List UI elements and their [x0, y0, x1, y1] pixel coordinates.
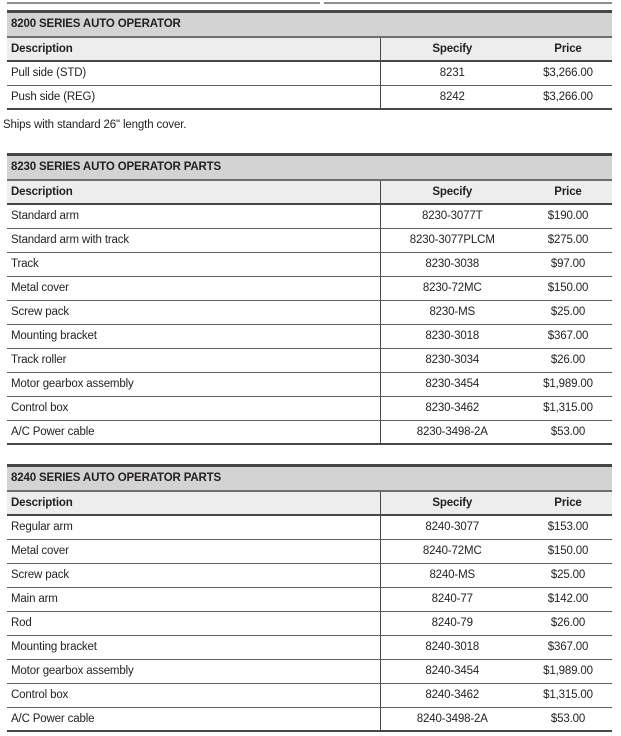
specify-cell: 8230-3462 — [380, 396, 524, 420]
price-table-grid — [7, 492, 612, 730]
specify-cell: 8240-MS — [380, 563, 524, 587]
specify-cell: 8240-77 — [380, 587, 524, 611]
price-cell: $25.00 — [524, 300, 612, 324]
specify-cell: 8240-3462 — [380, 683, 524, 707]
description-cell: A/C Power cable — [7, 420, 380, 443]
spacer — [7, 445, 612, 464]
description-cell: Push side (REG) — [7, 85, 380, 108]
description-cell: Control box — [7, 683, 380, 707]
description-cell: Metal cover — [7, 276, 380, 300]
price-cell: $367.00 — [524, 324, 612, 348]
price-cell: $1,315.00 — [524, 396, 612, 420]
table-row — [7, 515, 612, 539]
table-title: 8230 SERIES AUTO OPERATOR PARTS — [7, 156, 612, 181]
column-header-price: Price — [524, 38, 612, 61]
specify-cell: 8240-3077 — [380, 515, 524, 539]
price-cell: $1,989.00 — [524, 372, 612, 396]
column-header-specify: Specify — [380, 181, 524, 204]
price-cell: $26.00 — [524, 348, 612, 372]
table-row — [7, 587, 612, 611]
table-row — [7, 252, 612, 276]
price-cell: $1,989.00 — [524, 659, 612, 683]
description-cell: Standard arm — [7, 204, 380, 228]
table-8240-series-auto-operator-parts — [7, 464, 612, 732]
description-cell: Main arm — [7, 587, 380, 611]
table-row — [7, 683, 612, 707]
spacer — [7, 132, 612, 153]
specify-cell: 8230-3034 — [380, 348, 524, 372]
column-header-description: Description — [7, 38, 380, 61]
table-8230-series-auto-operator-parts — [7, 153, 612, 445]
price-cell: $3,266.00 — [524, 61, 612, 85]
specify-cell: 8242 — [380, 85, 524, 108]
specify-cell: 8230-3018 — [380, 324, 524, 348]
price-cell: $53.00 — [524, 707, 612, 730]
price-table-grid — [7, 181, 612, 443]
price-cell: $190.00 — [524, 204, 612, 228]
column-header-specify: Specify — [380, 38, 524, 61]
column-header-description: Description — [7, 181, 380, 204]
price-cell: $3,266.00 — [524, 85, 612, 108]
specify-cell: 8240-79 — [380, 611, 524, 635]
table-row — [7, 85, 612, 108]
specify-cell: 8230-3077T — [380, 204, 524, 228]
price-cell: $150.00 — [524, 539, 612, 563]
table-row — [7, 539, 612, 563]
price-cell: $97.00 — [524, 252, 612, 276]
table-row — [7, 659, 612, 683]
description-cell: Screw pack — [7, 300, 380, 324]
table-row — [7, 611, 612, 635]
table-row — [7, 396, 612, 420]
table-row — [7, 563, 612, 587]
table-row — [7, 61, 612, 85]
description-cell: Metal cover — [7, 539, 380, 563]
description-cell: Track roller — [7, 348, 380, 372]
description-cell: Mounting bracket — [7, 635, 380, 659]
description-cell: A/C Power cable — [7, 707, 380, 730]
price-cell: $1,315.00 — [524, 683, 612, 707]
column-header-row — [7, 181, 612, 204]
specify-cell: 8240-3018 — [380, 635, 524, 659]
column-header-price: Price — [524, 181, 612, 204]
column-header-description: Description — [7, 492, 380, 515]
price-cell: $153.00 — [524, 515, 612, 539]
specify-cell: 8230-MS — [380, 300, 524, 324]
specify-cell: 8240-3498-2A — [380, 707, 524, 730]
price-cell: $26.00 — [524, 611, 612, 635]
specify-cell: 8230-3038 — [380, 252, 524, 276]
price-table-grid — [7, 38, 612, 108]
description-cell: Track — [7, 252, 380, 276]
price-cell: $53.00 — [524, 420, 612, 443]
table-row — [7, 300, 612, 324]
description-cell: Screw pack — [7, 563, 380, 587]
table-title: 8240 SERIES AUTO OPERATOR PARTS — [7, 467, 612, 492]
specify-cell: 8230-3498-2A — [380, 420, 524, 443]
description-cell: Regular arm — [7, 515, 380, 539]
specify-cell: 8231 — [380, 61, 524, 85]
column-header-row — [7, 38, 612, 61]
table-row — [7, 372, 612, 396]
table-row — [7, 420, 612, 443]
specify-cell: 8230-3454 — [380, 372, 524, 396]
table-row — [7, 324, 612, 348]
table-row — [7, 635, 612, 659]
specify-cell: 8240-72MC — [380, 539, 524, 563]
table-row — [7, 228, 612, 252]
price-cell: $150.00 — [524, 276, 612, 300]
column-header-row — [7, 492, 612, 515]
description-cell: Motor gearbox assembly — [7, 372, 380, 396]
description-cell: Standard arm with track — [7, 228, 380, 252]
specify-cell: 8230-3077PLCM — [380, 228, 524, 252]
table-row — [7, 348, 612, 372]
table-title: 8200 SERIES AUTO OPERATOR — [7, 13, 612, 38]
table-8200-series-auto-operator — [7, 10, 612, 110]
cropped-table-bottom-border-left — [7, 2, 320, 4]
shipping-note: Ships with standard 26" length cover. — [3, 119, 187, 131]
table-row — [7, 707, 612, 730]
description-cell: Mounting bracket — [7, 324, 380, 348]
description-cell: Pull side (STD) — [7, 61, 380, 85]
specify-cell: 8230-72MC — [380, 276, 524, 300]
description-cell: Motor gearbox assembly — [7, 659, 380, 683]
column-header-specify: Specify — [380, 492, 524, 515]
price-list-page — [3, 10, 612, 732]
table-row — [7, 276, 612, 300]
price-cell: $142.00 — [524, 587, 612, 611]
column-header-price: Price — [524, 492, 612, 515]
price-cell: $25.00 — [524, 563, 612, 587]
cropped-table-bottom-border-right — [324, 2, 612, 4]
table-row — [7, 204, 612, 228]
price-cell: $367.00 — [524, 635, 612, 659]
description-cell: Rod — [7, 611, 380, 635]
price-cell: $275.00 — [524, 228, 612, 252]
specify-cell: 8240-3454 — [380, 659, 524, 683]
description-cell: Control box — [7, 396, 380, 420]
